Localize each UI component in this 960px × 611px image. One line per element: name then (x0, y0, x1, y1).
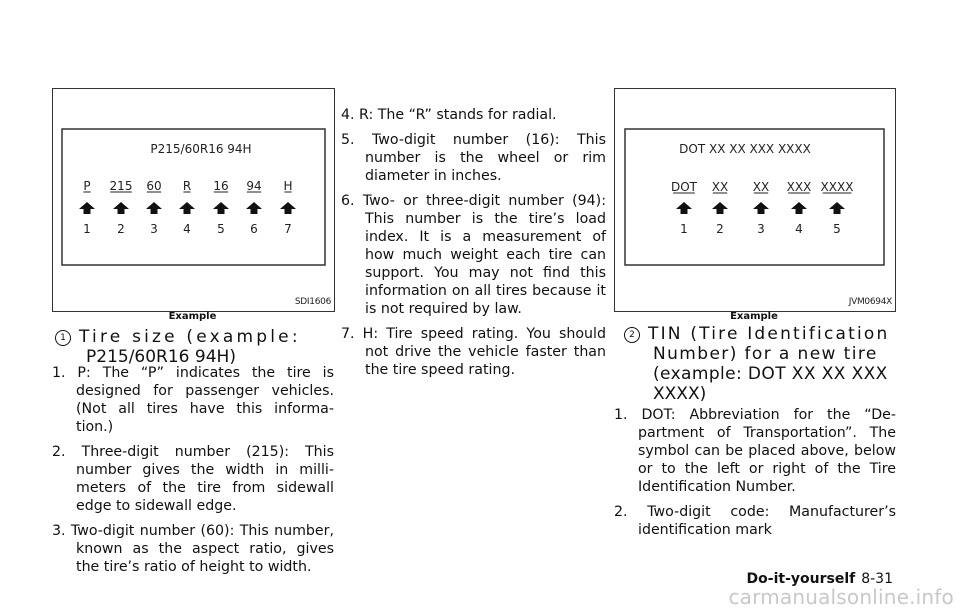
arrow-up-icon (213, 202, 229, 214)
part-label: 215 (109, 179, 133, 193)
heading-line: XXXX) (653, 384, 707, 404)
list-item: 5. Two-digit number (16): This number is the wheel or rim diameter in inches. (341, 132, 606, 184)
part-number: 5 (833, 222, 841, 236)
arrow-up-icon (179, 202, 195, 214)
part-number: 1 (680, 222, 688, 236)
list-item (52, 522, 334, 576)
part-label: 94 (246, 179, 262, 193)
tin-string: DOT XX XX XXX XXXX (679, 142, 811, 156)
part-number: 4 (795, 222, 803, 236)
heading-line: TIN (Tire Identification (648, 324, 890, 344)
heading-line: Number) for a new tire (653, 344, 878, 364)
arrow-up-icon (113, 202, 129, 214)
part-number: 1 (83, 222, 91, 236)
figure-caption: Example (730, 311, 778, 322)
page-number: 8-31 (861, 571, 893, 587)
arrow-up-icon (791, 202, 807, 214)
figure-caption: Example (168, 311, 217, 322)
arrow-up-icon (829, 202, 845, 214)
tire-size-diagram (53, 89, 334, 311)
part-label: R (182, 179, 192, 193)
arrow-up-icon (676, 202, 692, 214)
part-label: 16 (213, 179, 229, 193)
part-number: 6 (250, 222, 258, 236)
part-number: 7 (284, 222, 292, 236)
list-item: 6. Two- or three-digit number (94): This number is the tire’s load index. It is a measurement of how much weight each tire can support. You may not find this information on all tires because it is not required by law. (341, 193, 606, 317)
figure-code: JVM0694X (848, 297, 892, 307)
list-item: 1. P: The “P” indicates the tire is designed for passenger vehicles. (Not all tires have this informa-tion.) (52, 365, 334, 435)
section-heading-tire-size (55, 327, 345, 367)
list-item: 7. H: Tire speed rating. You should not drive the vehicle faster than the tire speed rating. (341, 326, 606, 378)
part-number: 5 (217, 222, 225, 236)
part-label: XX (711, 180, 729, 194)
section-heading-tin (624, 324, 899, 404)
part-label: XXX (786, 180, 812, 194)
part-number: 3 (150, 222, 158, 236)
part-label: XX (752, 180, 770, 194)
part-label: P (83, 179, 91, 193)
list-item: 2. Three-digit number (215): This number gives the width in milli-meters of the tire from sidewall edge to sidewall edge. (52, 444, 334, 514)
part-label: H (283, 179, 293, 193)
tire-size-list-part1 (52, 364, 334, 576)
figure-tire-size (52, 88, 335, 312)
tin-diagram (615, 89, 895, 311)
part-number: 2 (716, 222, 724, 236)
section-number-icon: 2 (624, 327, 640, 343)
tin-list (614, 406, 896, 546)
list-item: 2. Two-digit code: Manufacturer’s identification mark (614, 504, 896, 538)
arrow-up-icon (753, 202, 769, 214)
part-number: 4 (183, 222, 191, 236)
tire-size-string: P215/60R16 94H (150, 142, 252, 156)
arrow-up-icon (280, 202, 296, 214)
arrow-up-icon (246, 202, 262, 214)
part-label: 60 (146, 179, 162, 193)
figure-code: SDI1606 (294, 297, 331, 307)
heading-line: P215/60R16 94H) (86, 347, 236, 367)
arrow-up-icon (712, 202, 728, 214)
part-label: DOT (670, 180, 698, 194)
figure-tin (614, 88, 896, 312)
list-item: 4. R: The “R” stands for radial. (341, 107, 557, 123)
heading-line: Tire size (example: (79, 327, 301, 347)
part-number: 3 (757, 222, 765, 236)
watermark: carmanualsonline.info (728, 585, 954, 609)
part-number: 2 (117, 222, 125, 236)
list-item: 1. DOT: Abbreviation for the “De-partment of Transportation”. The symbol can be placed above, below or to the left or right of the Tire Identification Number. (614, 407, 896, 495)
arrow-up-icon (79, 202, 95, 214)
footer-section: Do-it-yourself (746, 571, 856, 587)
part-label: XXXX (820, 180, 854, 194)
list-item-text: 3. Two-digit number (60): This number, known as the aspect ratio, gives the tire’s ratio of height to width. (52, 523, 334, 575)
tire-size-list-part2 (341, 106, 606, 386)
section-number-icon: 1 (55, 330, 71, 346)
heading-line: (example: DOT XX XX XXX (653, 364, 888, 384)
arrow-up-icon (146, 202, 162, 214)
